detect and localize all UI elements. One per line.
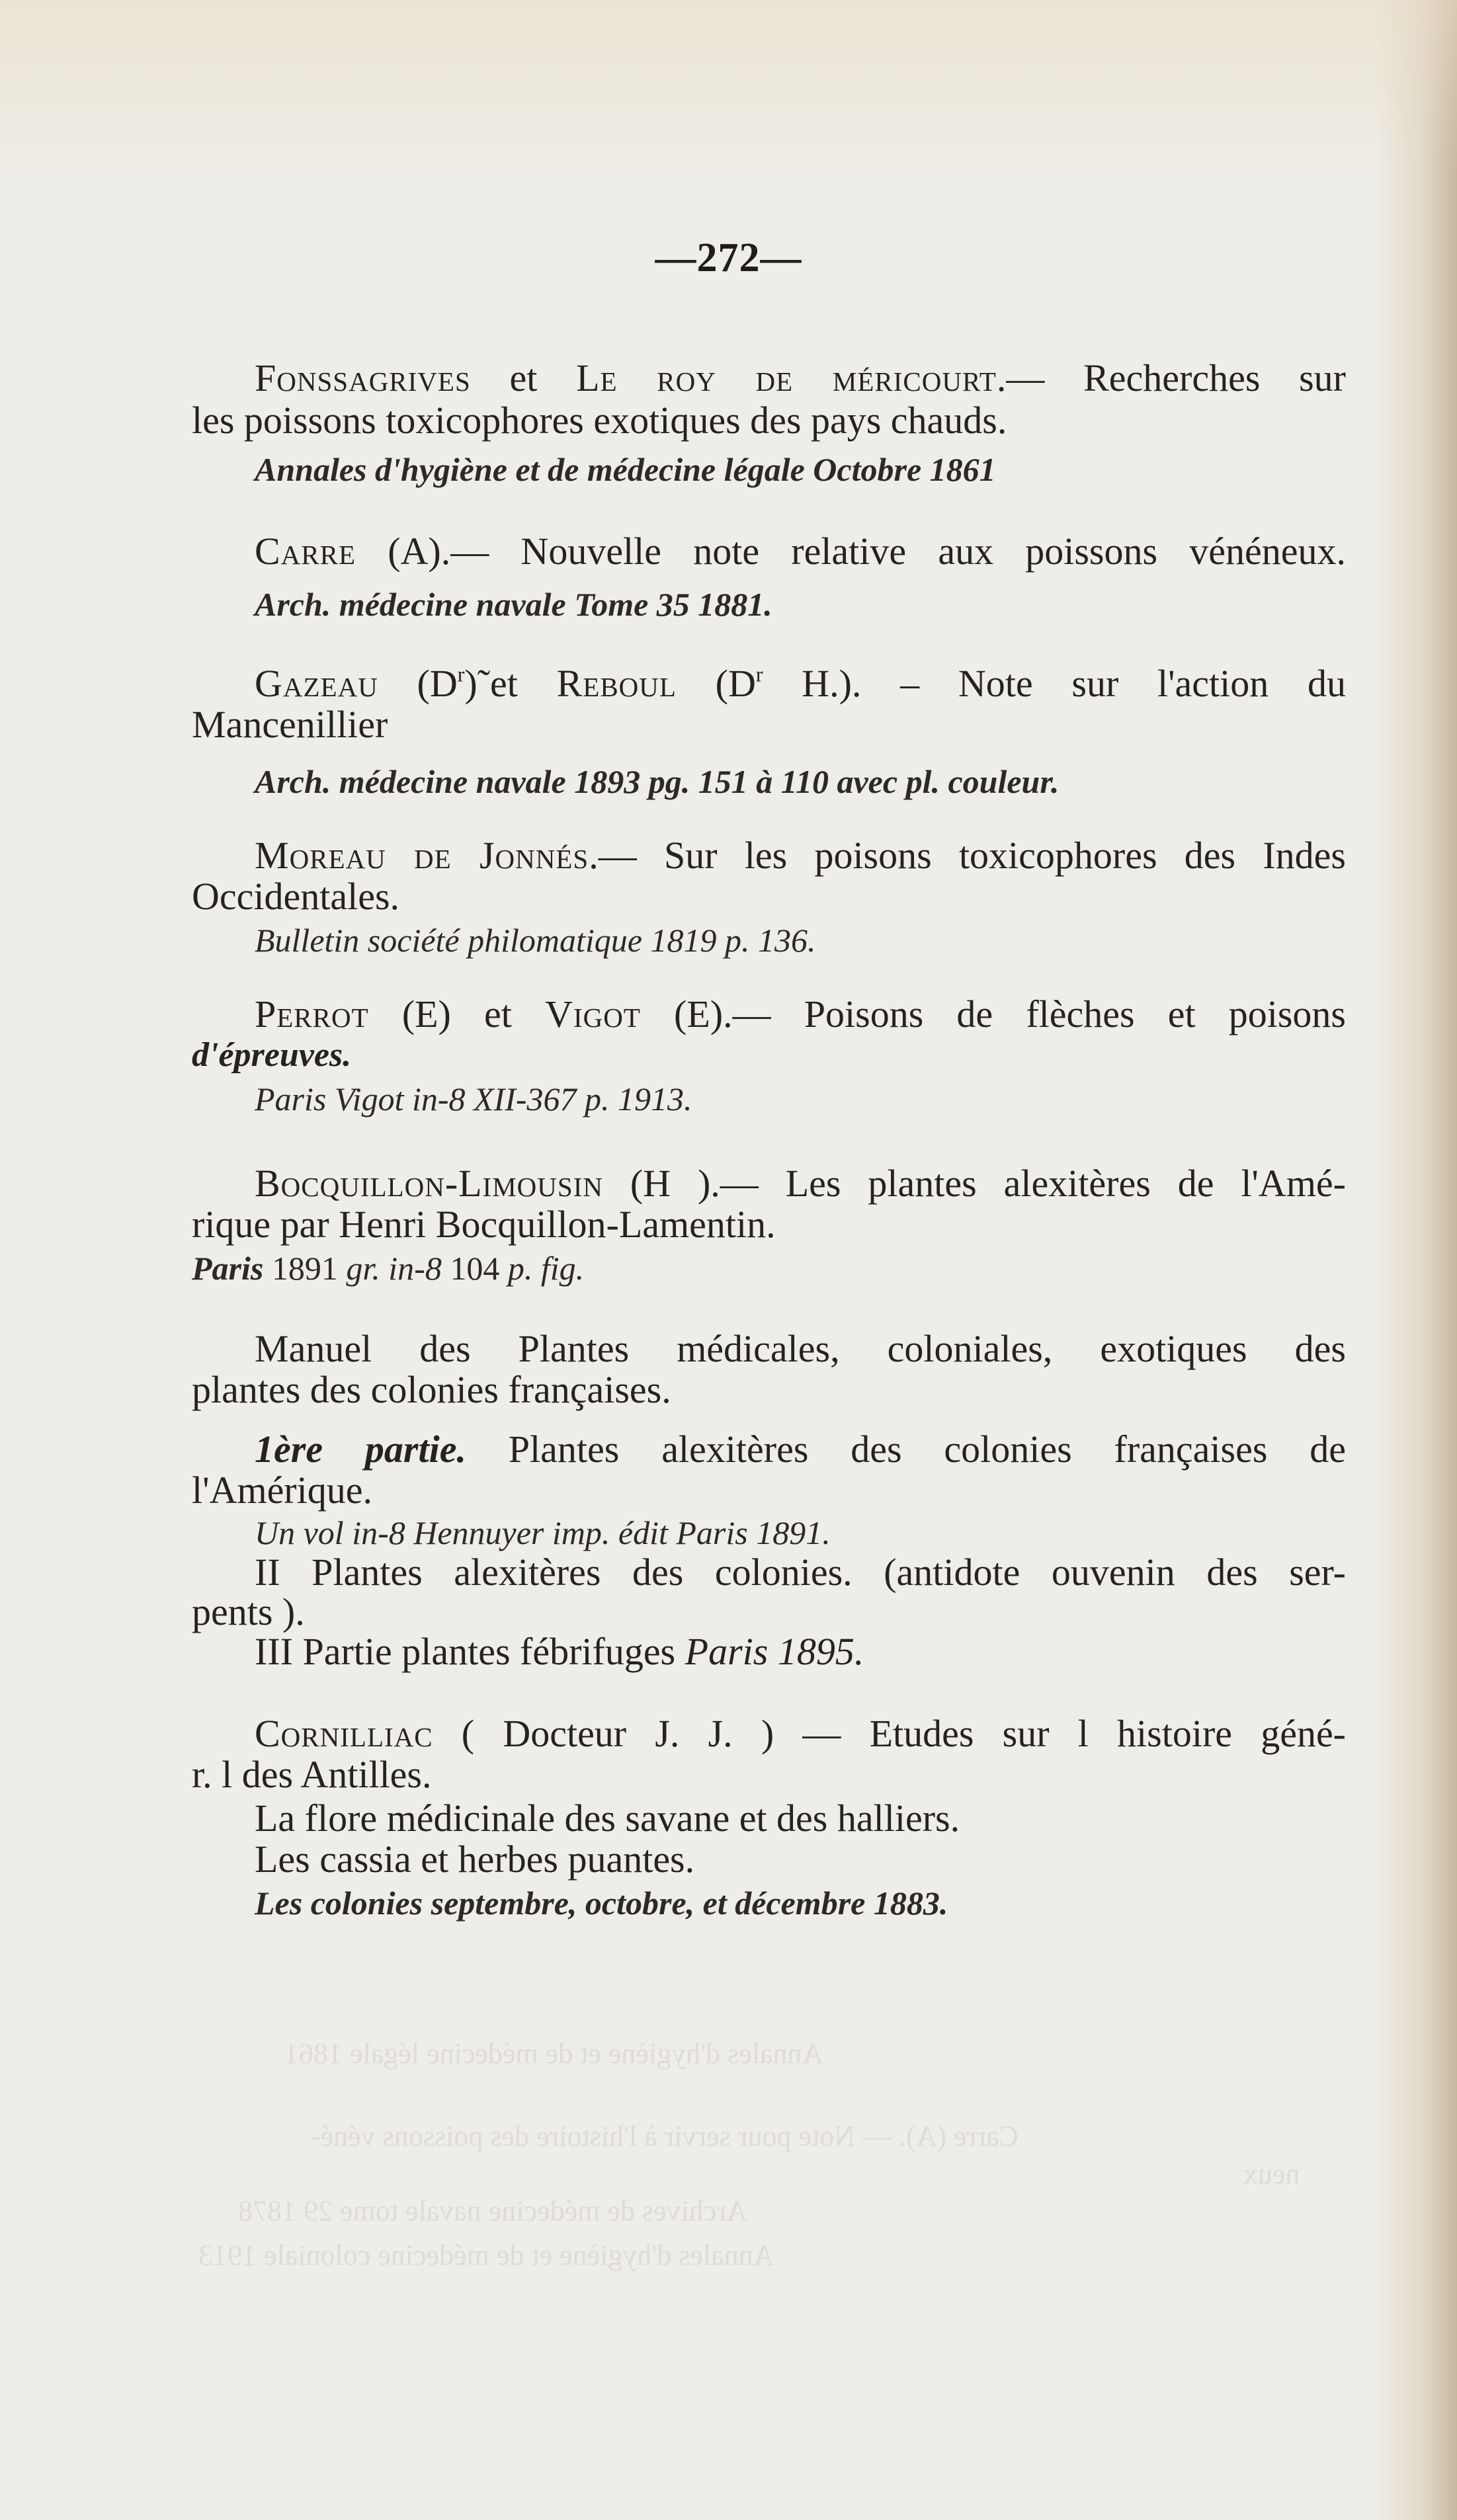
entry-line [255, 1631, 864, 1673]
entry-line [255, 1162, 1346, 1205]
entry-line [255, 834, 1346, 877]
title-text: (E).— Poisons de flèches et poisons [640, 993, 1346, 1036]
entry-line [255, 663, 1346, 705]
entry-line: Les cassia et herbes puantes. [255, 1838, 695, 1881]
author-name: Perrot [255, 993, 369, 1036]
entry-line: pents ). [192, 1590, 305, 1633]
citation: Un vol in-8 Hennuyer imp. édit Paris 1891. [255, 1514, 831, 1551]
citation: Arch. médecine navale Tome 35 1881. [255, 586, 772, 623]
author-name: Le roy de méricourt [576, 356, 997, 399]
entry-line: l'Amérique. [192, 1469, 372, 1512]
title-text: ( Docteur J. J. ) — Etudes sur l histoire géné- [433, 1712, 1346, 1755]
part-label: 1ère partie. [255, 1428, 466, 1471]
author-name: Carre [255, 530, 356, 573]
entry-line: rique par Henri Bocquillon-Lamentin. [192, 1203, 776, 1246]
citation: Paris 1895. [685, 1630, 864, 1673]
entry-line: La flore médicinale des savane et des halliers. [255, 1797, 960, 1840]
author-name: Fonssagrives [255, 356, 471, 399]
bleed-through-line: Annales d'hygiène et de médecine légale 1861 [284, 2037, 823, 2070]
entry-line [255, 530, 1346, 573]
bleed-through-line: Annales d'hygiène et de médecine coloniale 1913 [198, 2239, 774, 2271]
entry-line [255, 1428, 1346, 1471]
citation: Les colonies septembre, octobre, et décembre 1883. [255, 1885, 948, 1922]
author-name: Moreau de Jonnés [255, 834, 589, 877]
conjunction: et [470, 356, 577, 399]
title-text: Plantes alexitères des colonies françaises de [466, 1428, 1346, 1471]
entry-line: plantes des colonies françaises. [192, 1368, 671, 1411]
citation-format: gr. in-8 [346, 1250, 442, 1287]
title-text: .— Recherches sur [996, 356, 1346, 399]
bleed-through-line: Carre (A). — Note pour servir à l'histoire des poissons véné- [311, 2120, 1019, 2152]
citation [192, 1247, 584, 1289]
entry-line: Manuel des Plantes médicales, coloniales, exotiques des [255, 1327, 1346, 1370]
title-text: .— Sur les poisons toxicophores des Indes [589, 834, 1346, 877]
title-text: )˜et [464, 662, 557, 705]
bleed-through-line: Archives de médecine navale tome 29 1878 [238, 2195, 747, 2227]
citation: Bulletin société philomatique 1819 p. 136. [255, 922, 816, 959]
author-name: Cornilliac [255, 1712, 433, 1755]
entry-line: les poissons toxicophores exotiques des pays chauds. [192, 399, 1007, 442]
entry-line: II Plantes alexitères des colonies. (antidote ouvenin des ser- [255, 1551, 1346, 1594]
citation-pages: 104 [441, 1250, 508, 1287]
title-text: III Partie plantes fébrifuges [255, 1630, 685, 1673]
entry-line [255, 357, 1346, 399]
title-text: (D [676, 662, 756, 705]
author-name: Bocquillon-Limousin [255, 1162, 603, 1205]
superscript: r [457, 663, 465, 686]
citation: Annales d'hygiène et de médecine légale Octobre 1861 [255, 451, 996, 488]
title-text: (D [378, 662, 458, 705]
title-text: (E) et [368, 993, 546, 1036]
entry-line: Occidentales. [192, 875, 400, 918]
citation-suffix: p. fig. [507, 1250, 585, 1287]
title-text: H.). – Note sur l'action du [763, 662, 1346, 705]
entry-line [255, 993, 1346, 1036]
citation: Paris Vigot in-8 XII-367 p. 1913. [255, 1080, 692, 1118]
entry-line: Mancenillier [192, 703, 388, 746]
superscript: r [755, 663, 763, 686]
author-name: Vigot [545, 993, 641, 1036]
title-text: (A).— Nouvelle note relative aux poissons vénéneux. [356, 530, 1346, 573]
author-name: Gazeau [255, 662, 378, 705]
entry-line [255, 1713, 1346, 1755]
entry-line: r. l des Antilles. [192, 1753, 432, 1796]
page-number: —272— [655, 235, 802, 280]
entry-line: d'épreuves. [192, 1036, 352, 1074]
citation-place: Paris [192, 1250, 264, 1287]
author-name: Reboul [556, 662, 677, 705]
title-text: (H ).— Les plantes alexitères de l'Amé- [603, 1162, 1346, 1205]
citation-year: 1891 [263, 1250, 347, 1287]
citation: Arch. médecine navale 1893 pg. 151 à 110 avec pl. couleur. [255, 763, 1060, 800]
bleed-through-line: neux [1243, 2158, 1300, 2190]
